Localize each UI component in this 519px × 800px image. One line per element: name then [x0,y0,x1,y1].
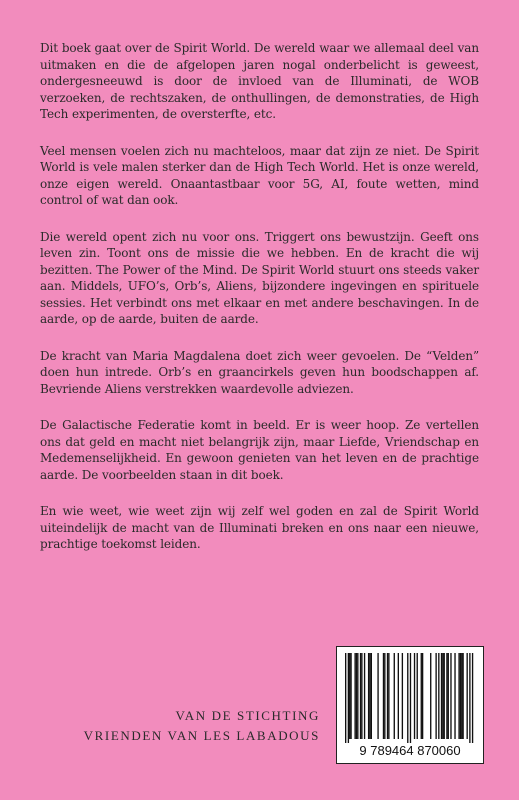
barcode-bar [450,653,451,739]
barcode-bar [438,653,439,739]
publisher-credit [40,706,320,746]
barcode-bar [398,653,399,739]
barcode-bar [458,653,459,739]
barcode-bars [345,653,473,743]
barcode-bar [360,653,361,739]
publisher-line-2: VRIENDEN VAN LES LABADOUS [83,728,320,743]
barcode-bar [414,653,415,739]
isbn-barcode [336,646,484,764]
paragraph-3: Die wereld opent zich nu voor ons. Triggert ons bewustzijn. Geeft ons leven zin. Toont ons de missie die we hebben. En de kracht die wij bezitten. The Power of the Mind. De Spirit World stuurt ons steeds vaker aan. Middels, UFO’s, Orb’s, Aliens, bijzondere ingevingen en spirituele sessies. Het verbindt ons met elkaar en met andere beschavingen. In de aarde, op de aarde, buiten de aarde. [40,229,479,326]
barcode-bar [361,653,362,739]
barcode-bar [454,653,455,739]
barcode-bar [371,653,372,739]
barcode-bar [388,653,389,739]
barcode-bar [421,653,422,739]
publisher-line-1: VAN DE STICHTING [175,708,320,723]
barcode-bar [354,653,355,739]
barcode-bar [442,653,443,739]
barcode-bar [356,653,357,739]
barcode-bar [387,653,388,739]
barcode-bar [444,653,445,739]
barcode-bar [383,653,384,739]
barcode-bar [368,653,369,739]
barcode-bar [364,653,365,739]
barcode-bar [460,653,461,739]
barcode-bar [348,653,349,743]
barcode-bar [448,653,449,739]
barcode-bar [357,653,358,739]
barcode-bar [467,653,468,739]
paragraph-5: De Galactische Federatie komt in beeld. Er is weer hoop. Ze vertellen ons dat geld en macht niet belangrijk zijn, maar Liefde, Vriendschap en Medemenselijkheid. En gewoon genieten van het leven en de prachtige aarde. De voorbeelden staan in dit boek. [40,418,479,482]
barcode-bar [369,653,370,739]
barcode-bar [446,653,447,739]
barcode-bar [461,653,462,739]
barcode-bar [350,653,351,739]
barcode-graphic [337,647,483,763]
paragraph-2: Veel mensen voelen zich nu machteloos, maar dat zijn ze niet. De Spirit World is vele malen sterker dan de High Tech World. Het is onze wereld, onze eigen wereld. Onaantastbaar voor 5G, AI, foute wetten, mind control of wat dan ook. [40,143,479,207]
barcode-bar [441,653,442,739]
barcode-bar [394,653,395,739]
barcode-bar [407,653,408,743]
barcode-bar [410,653,411,743]
barcode-bar [435,653,436,739]
isbn-number: 9 789464 870060 [359,743,461,758]
barcode-bar [384,653,385,739]
barcode-bar [417,653,418,739]
barcode-bar [345,653,346,743]
barcode-bar [402,653,403,739]
barcode-bar [462,653,463,739]
paragraph-6: En wie weet, wie weet zijn wij zelf wel goden en zal de Spirit World uiteindelijk de macht van de Illuminati breken en ons naar een nieuwe, prachtige toekomst leiden. [40,504,479,551]
barcode-bar [469,653,470,743]
barcode-bar [430,653,431,739]
barcode-bar [422,653,423,739]
barcode-bar [472,653,473,743]
barcode-bar [349,653,350,739]
back-cover-text [40,40,479,573]
barcode-bar [377,653,378,739]
paragraph-4: De kracht van Maria Magdalena doet zich weer gevoelen. De “Velden” doen hun intrede. Orb’s en graancirkels geven hun boodschappen af. Bevriende Aliens verstrekken waardevolle adviezen. [40,348,479,396]
paragraph-1: Dit boek gaat over de Spirit World. De wereld waar we allemaal deel van uitmaken en die de afgelopen jaren nogal onderbelicht is geweest, ondergesneeuwd is door de invloed van de Illuminati, de WOB verzoeken, de rechtszaken, de onthullingen, de demonstraties, de High Tech experimenten, de oversterfte, etc. [40,41,479,121]
